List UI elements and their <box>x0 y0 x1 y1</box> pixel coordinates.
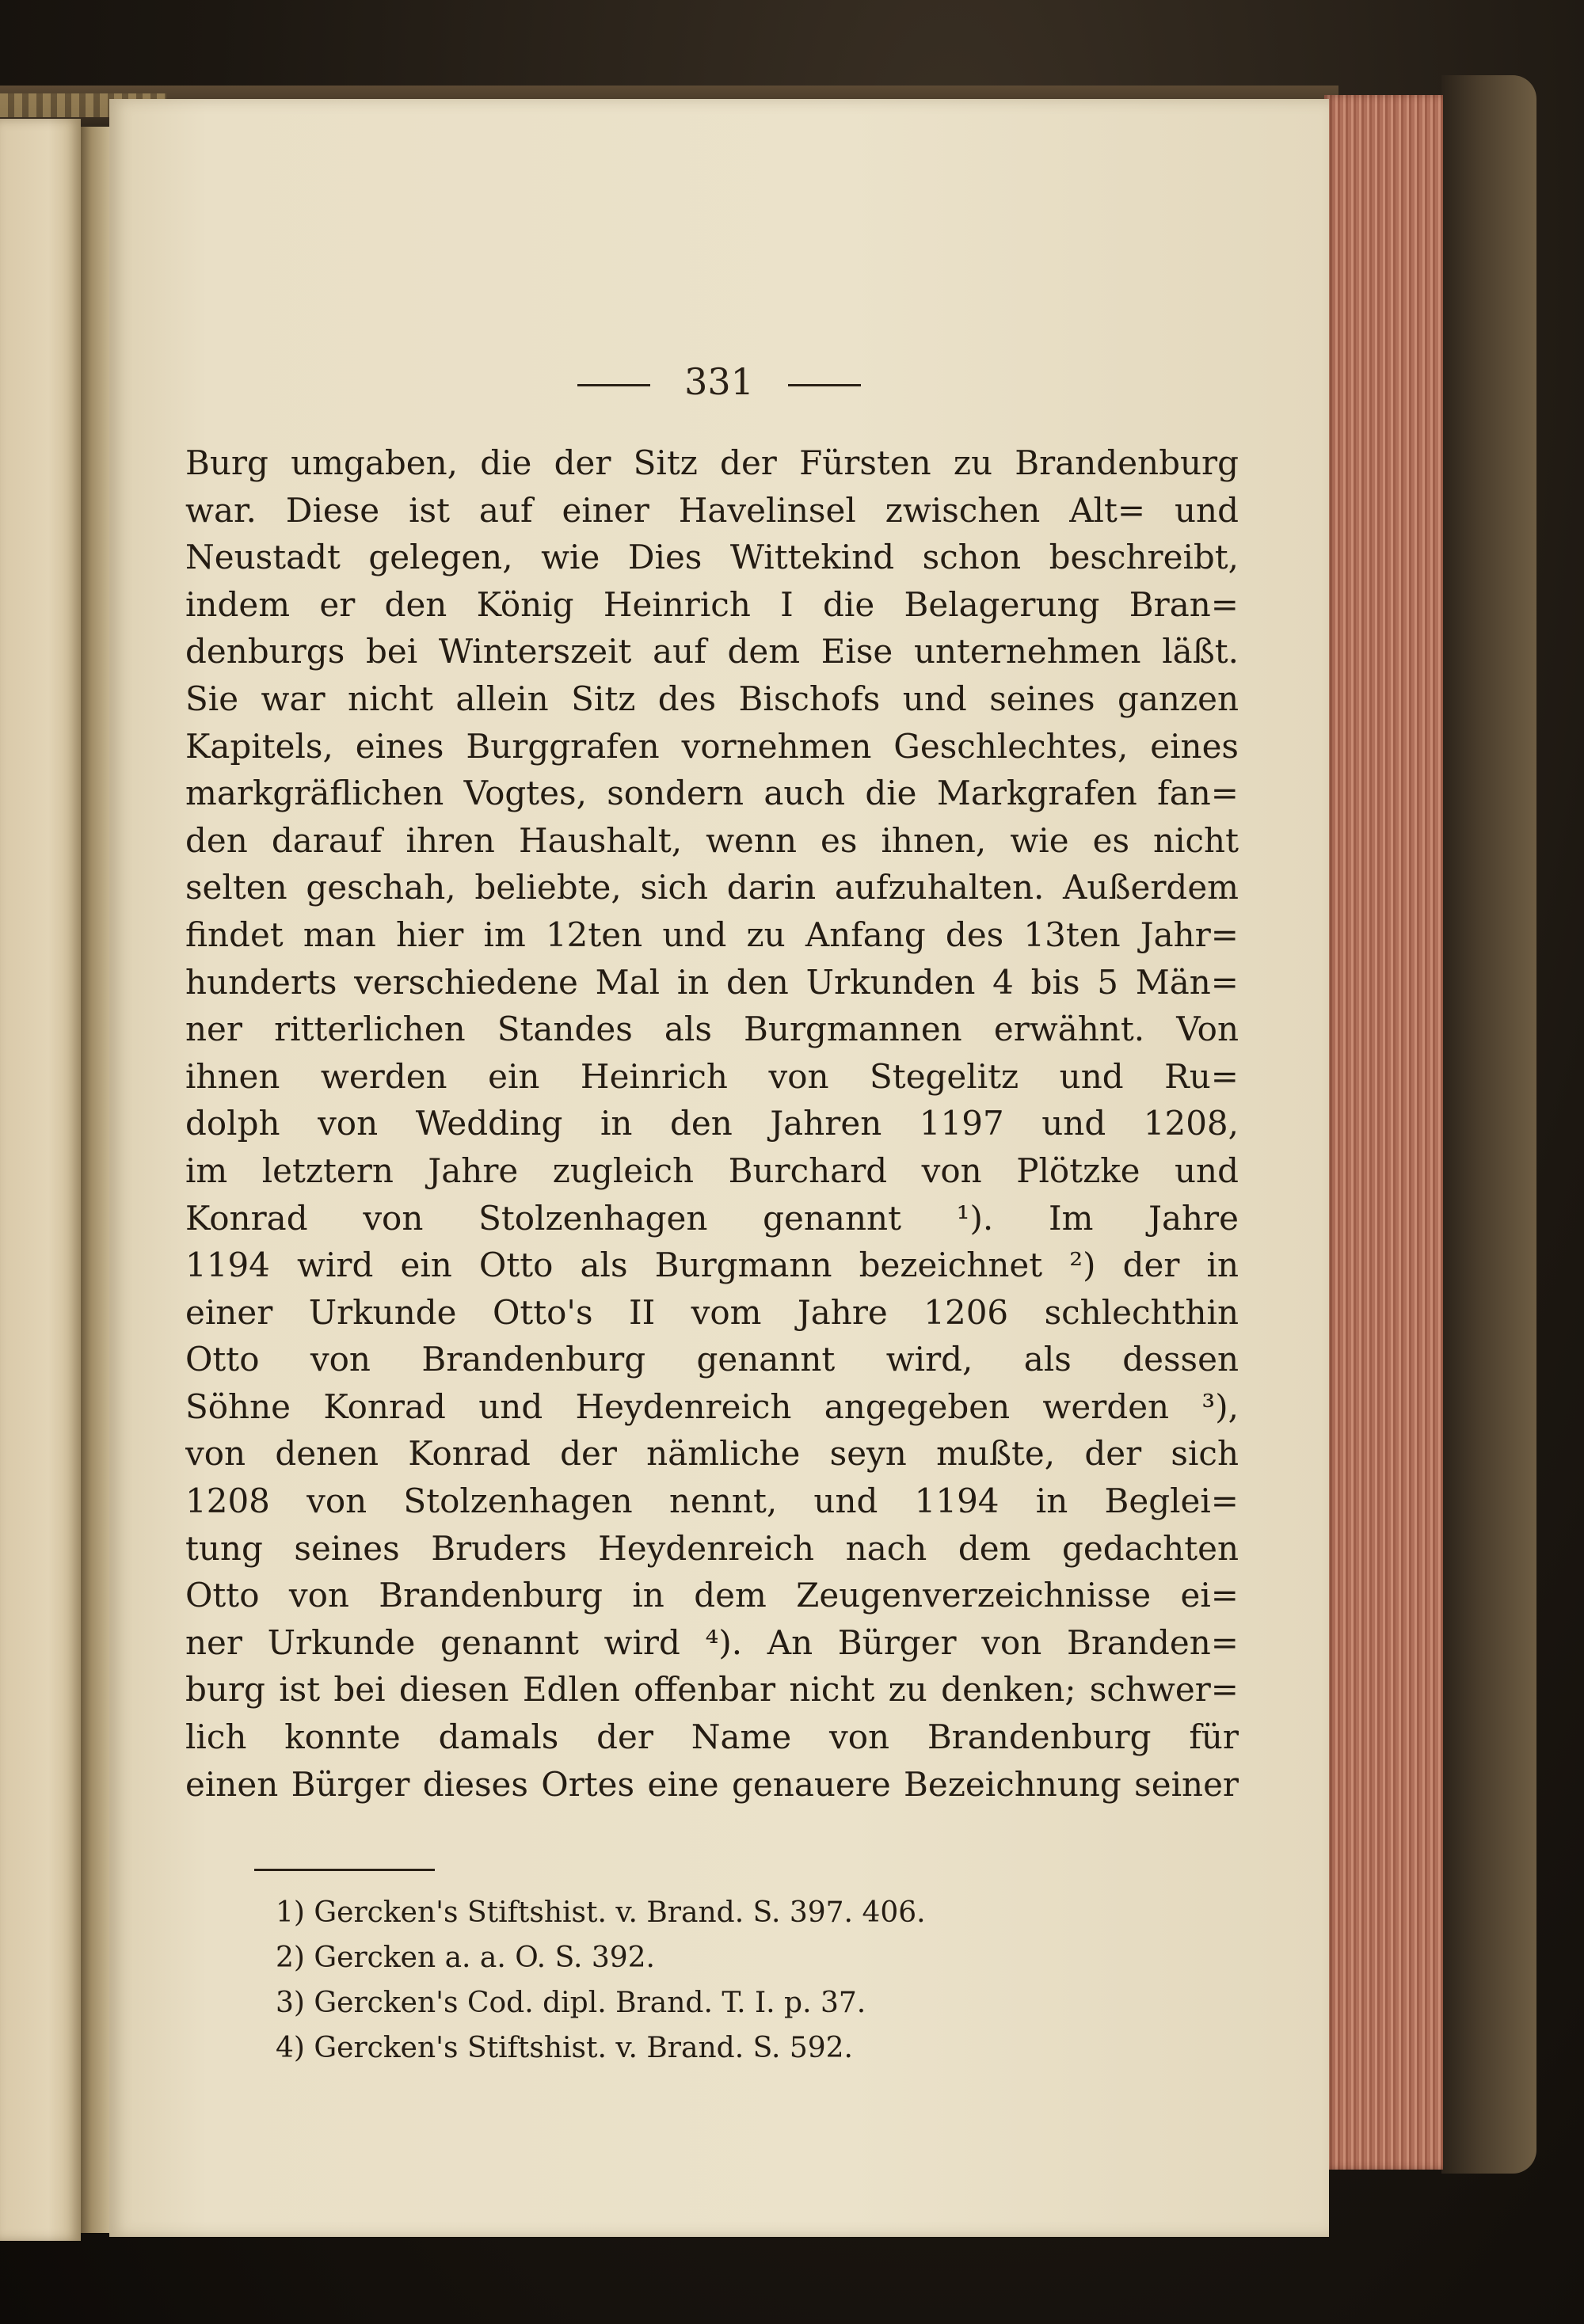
footnote: 4) Gercken's Stiftshist. v. Brand. S. 592. <box>276 2032 853 2064</box>
page-header <box>109 360 1329 403</box>
body-text <box>185 439 1239 1808</box>
book-cover-board <box>1441 75 1536 2174</box>
text-line: Burg umgaben, die der Sitz der Fürsten zu Brandenburg <box>185 443 1239 482</box>
text-line: tung seines Bruders Heydenreich nach dem gedachten <box>185 1528 1239 1568</box>
text-line: einen Bürger dieses Ortes eine genauere Bezeichnung seiner <box>185 1764 1239 1804</box>
book-gutter <box>81 127 111 2233</box>
text-line: ner Urkunde genannt wird ⁴). An Bürger von Branden= <box>185 1622 1239 1662</box>
header-rule-right <box>788 384 861 386</box>
text-line: den darauf ihren Haushalt, wenn es ihnen, wie es nicht <box>185 820 1239 860</box>
footnote: 1) Gercken's Stiftshist. v. Brand. S. 397. 406. <box>276 1896 926 1929</box>
text-line: von denen Konrad der nämliche seyn mußte, der sich <box>185 1434 1239 1474</box>
text-line: indem er den König Heinrich I die Belagerung Bran= <box>185 584 1239 624</box>
text-line: Söhne Konrad und Heydenreich angegeben werden ³), <box>185 1386 1239 1426</box>
text-line: einer Urkunde Otto's II vom Jahre 1206 schlechthin <box>185 1292 1239 1332</box>
previous-page-edge <box>0 119 81 2241</box>
text-line: Otto von Brandenburg in dem Zeugenverzeichnisse ei= <box>185 1576 1239 1615</box>
text-line: im letztern Jahre zugleich Burchard von Plötzke und <box>185 1151 1239 1190</box>
text-line: Sie war nicht allein Sitz des Bischofs und seines ganzen <box>185 679 1239 718</box>
text-line: markgräflichen Vogtes, sondern auch die Markgrafen fan= <box>185 774 1239 813</box>
text-line: 1208 von Stolzenhagen nennt, und 1194 in Beglei= <box>185 1482 1239 1521</box>
text-line: dolph von Wedding in den Jahren 1197 und 1208, <box>185 1104 1239 1143</box>
footnote: 3) Gercken's Cod. dipl. Brand. T. I. p. 37. <box>276 1987 866 2019</box>
text-line: lich konnte damals der Name von Brandenburg für <box>185 1717 1239 1757</box>
header-rule-left <box>577 384 650 386</box>
text-line: 1194 wird ein Otto als Burgmann bezeichnet ²) der in <box>185 1246 1239 1285</box>
page-edges <box>1324 95 1443 2170</box>
text-line: Konrad von Stolzenhagen genannt ¹). Im Jahre <box>185 1198 1239 1238</box>
footnote: 2) Gercken a. a. O. S. 392. <box>276 1942 655 1974</box>
text-line: findet man hier im 12ten und zu Anfang des 13ten Jahr= <box>185 915 1239 954</box>
text-line: ihnen werden ein Heinrich von Stegelitz und Ru= <box>185 1056 1239 1096</box>
text-line: Otto von Brandenburg genannt wird, als dessen <box>185 1340 1239 1379</box>
text-line: selten geschah, beliebte, sich darin aufzuhalten. Außerdem <box>185 868 1239 907</box>
text-line: burg ist bei diesen Edlen offenbar nicht zu denken; schwer= <box>185 1670 1239 1710</box>
text-line: Kapitels, eines Burggrafen vornehmen Geschlechtes, eines <box>185 726 1239 766</box>
text-line: ner ritterlichen Standes als Burgmannen erwähnt. Von <box>185 1010 1239 1049</box>
text-line: denburgs bei Winterszeit auf dem Eise unternehmen läßt. <box>185 632 1239 671</box>
text-line: hunderts verschiedene Mal in den Urkunden 4 bis 5 Män= <box>185 962 1239 1002</box>
text-line: war. Diese ist auf einer Havelinsel zwischen Alt= und <box>185 490 1239 530</box>
text-line: Neustadt gelegen, wie Dies Wittekind schon beschreibt, <box>185 538 1239 577</box>
footnotes <box>276 1890 1226 2071</box>
page-number: 331 <box>684 360 754 403</box>
book-page <box>109 99 1329 2237</box>
footnote-rule <box>254 1869 435 1871</box>
